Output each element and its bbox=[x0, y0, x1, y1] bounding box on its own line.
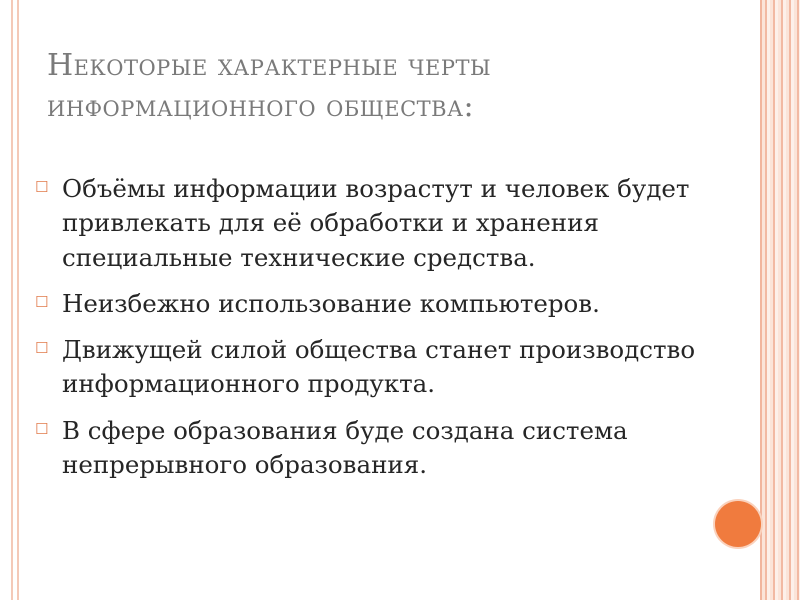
bullet-text: Неизбежно использование компьютеров. bbox=[62, 288, 600, 318]
slide-title-line-2: информационного общества: bbox=[47, 88, 475, 124]
bullet-item bbox=[35, 414, 755, 483]
bullet-marker-icon: ☐ bbox=[35, 339, 49, 358]
bullet-marker-icon: ☐ bbox=[35, 292, 49, 311]
decorative-circle-icon bbox=[715, 501, 761, 547]
bullet-item bbox=[35, 172, 755, 275]
bullet-item bbox=[35, 287, 755, 321]
bullet-text: Движущей силой общества станет производство информационного продукта. bbox=[62, 335, 696, 399]
right-decorative-stripe bbox=[762, 0, 800, 600]
slide-title-line-1: Некоторые характерные черты bbox=[47, 48, 492, 83]
bullet-item bbox=[35, 333, 755, 402]
left-border-line-inner bbox=[17, 0, 19, 600]
bullet-text: Объёмы информации возрастут и человек будет привлекать для её обработки и хранения специальные технические средства. bbox=[62, 174, 690, 272]
bullet-marker-icon: ☐ bbox=[35, 419, 49, 438]
bullet-marker-icon: ☐ bbox=[35, 178, 49, 196]
bullet-text: В сфере образования буде создана система непрерывного образования. bbox=[62, 415, 628, 480]
left-border-line bbox=[11, 0, 13, 600]
slide-title bbox=[47, 46, 747, 127]
bullet-list bbox=[35, 172, 755, 494]
